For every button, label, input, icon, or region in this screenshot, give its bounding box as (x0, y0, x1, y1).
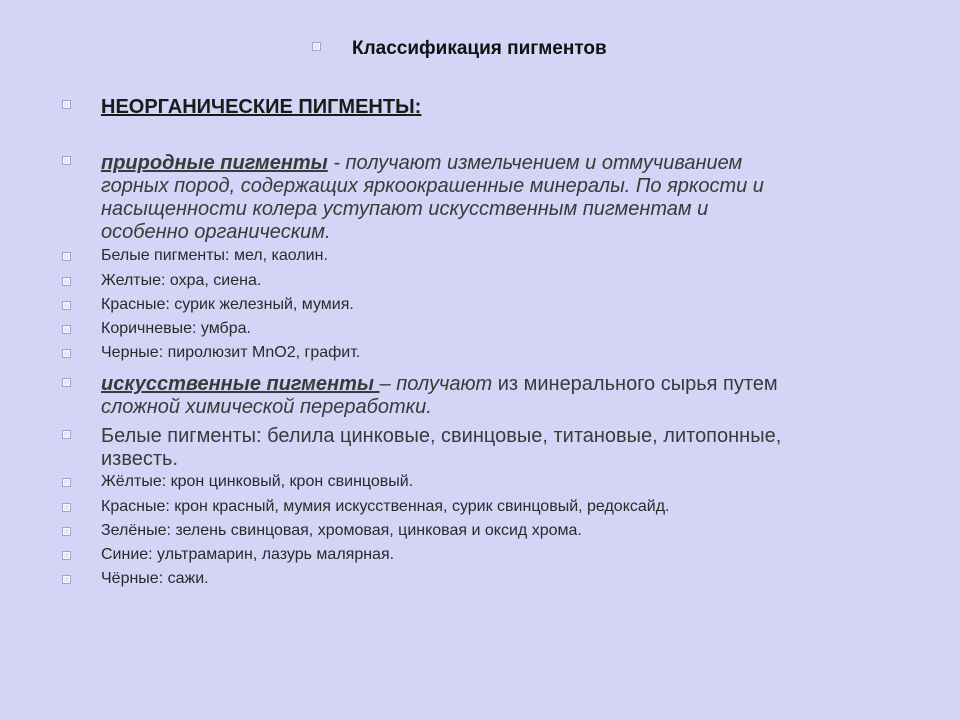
bullet-icon (62, 252, 71, 261)
heading-text: НЕОРГАНИЧЕСКИЕ ПИГМЕНТЫ (101, 96, 415, 118)
natural-pigments-line-4: особенно органическим. (101, 221, 331, 243)
bullet-icon (62, 503, 71, 512)
list-item: Красные: сурик железный, мумия. (101, 296, 354, 313)
list-item: Желтые: охра, сиена. (101, 272, 262, 289)
slide-title: Классификация пигментов (352, 38, 607, 59)
bullet-icon (62, 100, 71, 109)
white-synthetic-line-1: Белые пигменты: белила цинковые, свинцовые, титановые, литопонные, (101, 425, 782, 447)
synthetic-dash: – (379, 373, 397, 395)
list-item: Красные: крон красный, мумия искусственная, сурик свинцовый, редоксайд. (101, 498, 670, 515)
synthetic-verb: получают (396, 373, 493, 395)
bullet-icon (62, 575, 71, 584)
bullet-icon (62, 325, 71, 334)
bullet-icon (62, 277, 71, 286)
bullet-icon (312, 42, 321, 51)
heading-colon: : (414, 96, 422, 118)
natural-pigments-line-3: насыщенности колера уступают искусственным пигментам и (101, 198, 709, 220)
list-item: Чёрные: сажи. (101, 570, 209, 587)
natural-pigments-line-2: горных пород, содержащих яркоокрашенные минералы. По яркости и (101, 175, 764, 197)
bullet-icon (62, 430, 71, 439)
bullet-icon (62, 478, 71, 487)
list-item: Зелёные: зелень свинцовая, хромовая, цинковая и оксид хрома. (101, 522, 582, 539)
bullet-icon (62, 349, 71, 358)
bullet-icon (62, 156, 71, 165)
synthetic-pigments-label: искусственные пигменты (101, 373, 380, 395)
list-item: Белые пигменты: мел, каолин. (101, 247, 328, 264)
natural-pigments-line-1 (101, 151, 742, 175)
bullet-icon (62, 378, 71, 387)
synthetic-pigments-line-2: сложной химической переработки. (101, 396, 432, 418)
list-item: Коричневые: умбра. (101, 320, 251, 337)
section-heading (101, 96, 421, 119)
natural-line-1-text: получают измельчением и отмучиванием (345, 152, 743, 174)
list-item: Синие: ультрамарин, лазурь малярная. (101, 546, 395, 563)
bullet-icon (62, 527, 71, 536)
list-item: Жёлтые: крон цинковый, крон свинцовый. (101, 473, 414, 490)
list-item: Черные: пиролюзит MnO2, графит. (101, 344, 361, 361)
synthetic-pigments-line-1 (101, 372, 778, 396)
synthetic-rest: из минерального сырья путем (492, 373, 778, 395)
natural-dash: - (327, 152, 346, 174)
white-synthetic-line-2: известь. (101, 448, 179, 470)
bullet-icon (62, 301, 71, 310)
natural-pigments-label: природные пигменты (101, 152, 328, 174)
bullet-icon (62, 551, 71, 560)
